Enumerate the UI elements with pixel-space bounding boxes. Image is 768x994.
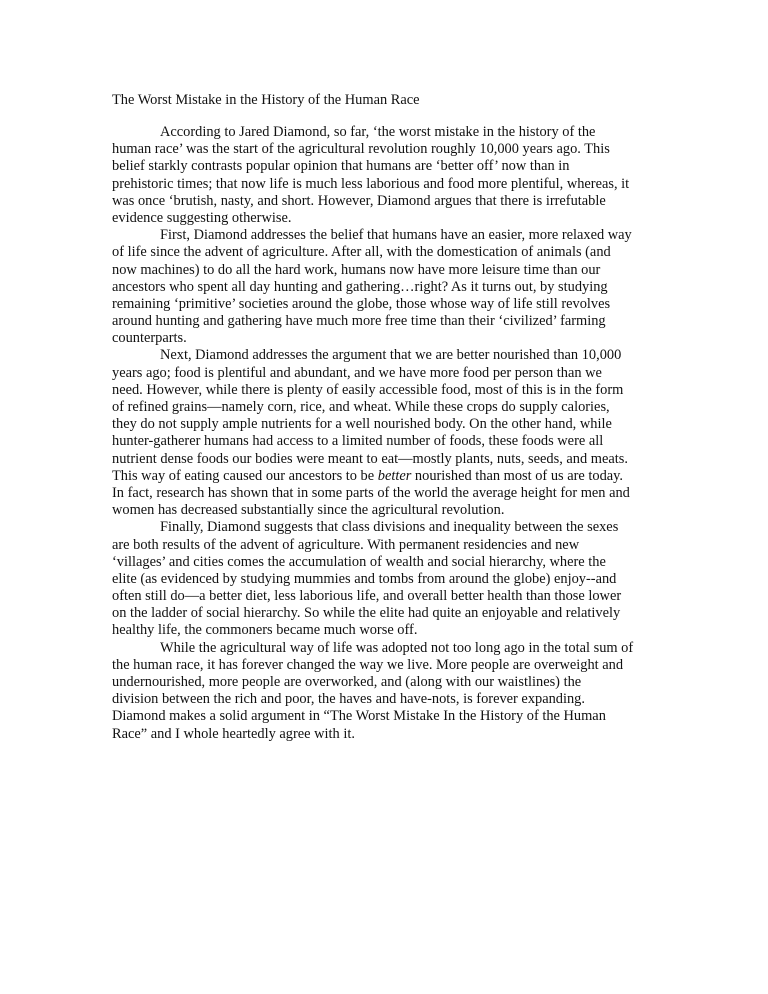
text-line: ancestors who spent all day hunting and gathering…right? As it turns out, by studying <box>112 278 608 295</box>
text-line: are both results of the advent of agriculture. With permanent residencies and new <box>112 536 580 553</box>
text-line: division between the rich and poor, the haves and have-nots, is forever expanding. <box>112 691 585 708</box>
text-line: on the ladder of social hierarchy. So while the elite had quite an enjoyable and relatively <box>112 605 621 622</box>
text-line: nutrient dense foods our bodies were meant to eat—mostly plants, nuts, seeds, and meats. <box>112 450 628 467</box>
text-line: they do not supply ample nutrients for a well nourished body. On the other hand, while <box>112 416 612 433</box>
text-line: often still do—a better diet, less laborious life, and overall better health than those lower <box>112 588 622 605</box>
text-line: healthy life, the commoners became much worse off. <box>112 622 418 639</box>
text-line: First, Diamond addresses the belief that humans have an easier, more relaxed way <box>160 227 632 244</box>
text-line: hunter-gatherer humans had access to a limited number of foods, these foods were all <box>112 433 604 450</box>
text-line: elite (as evidenced by studying mummies and tombs from around the globe) enjoy--and <box>112 570 617 587</box>
text-line: need. However, while there is plenty of easily accessible food, most of this is in the form <box>112 381 624 398</box>
text-line: women has decreased substantially since the agricultural revolution. <box>112 502 505 519</box>
text-line: was once ‘brutish, nasty, and short. However, Diamond argues that there is irrefutable <box>112 192 606 209</box>
text-line: around hunting and gathering have much more free time than their ‘civilized’ farming <box>112 313 606 330</box>
text-line: human race’ was the start of the agricultural revolution roughly 10,000 years ago. This <box>112 141 610 158</box>
text-fragment: nourished than most of us are today. <box>411 467 624 484</box>
text-fragment: This way of eating caused our ancestors to be <box>112 467 378 484</box>
text-line: Diamond makes a solid argument in “The Worst Mistake In the History of the Human <box>112 708 606 725</box>
text-line: the human race, it has forever changed the way we live. More people are overweight and <box>112 656 624 673</box>
emphasis-text: better <box>377 467 412 484</box>
text-line: In fact, research has shown that in some parts of the world the average height for men and <box>112 484 630 501</box>
text-line: Finally, Diamond suggests that class divisions and inequality between the sexes <box>160 519 619 536</box>
text-line: counterparts. <box>112 330 187 347</box>
text-line: of life since the advent of agriculture. After all, with the domestication of animals (and <box>112 244 611 261</box>
text-line: While the agricultural way of life was adopted not too long ago in the total sum of <box>160 639 634 656</box>
text-line: belief starkly contrasts popular opinion that humans are ‘better off’ now than in <box>112 158 570 175</box>
text-line: Race” and I whole heartedly agree with it. <box>112 725 355 742</box>
text-line: evidence suggesting otherwise. <box>112 209 292 226</box>
text-line <box>112 468 672 485</box>
document-title: The Worst Mistake in the History of the Human Race <box>112 92 420 108</box>
text-line: undernourished, more people are overworked, and (along with our waistlines) the <box>112 674 582 690</box>
text-line: Next, Diamond addresses the argument that we are better nourished than 10,000 <box>160 347 622 364</box>
text-line: ‘villages’ and cities comes the accumulation of wealth and social hierarchy, where the <box>112 553 606 570</box>
essay-body <box>112 124 672 743</box>
text-line: prehistoric times; that now life is much less laborious and food more plentiful, whereas, it <box>112 175 630 192</box>
text-line: According to Jared Diamond, so far, ‘the worst mistake in the history of the <box>160 124 596 140</box>
text-line: now machines) to do all the hard work, humans now have more leisure time than our <box>112 261 601 278</box>
text-line: years ago; food is plentiful and abundant, and we have more food per person than we <box>112 364 602 381</box>
text-line: of refined grains—namely corn, rice, and wheat. While these crops do supply calories, <box>112 399 610 415</box>
text-line: remaining ‘primitive’ societies around the globe, those whose way of life still revolves <box>112 295 611 312</box>
